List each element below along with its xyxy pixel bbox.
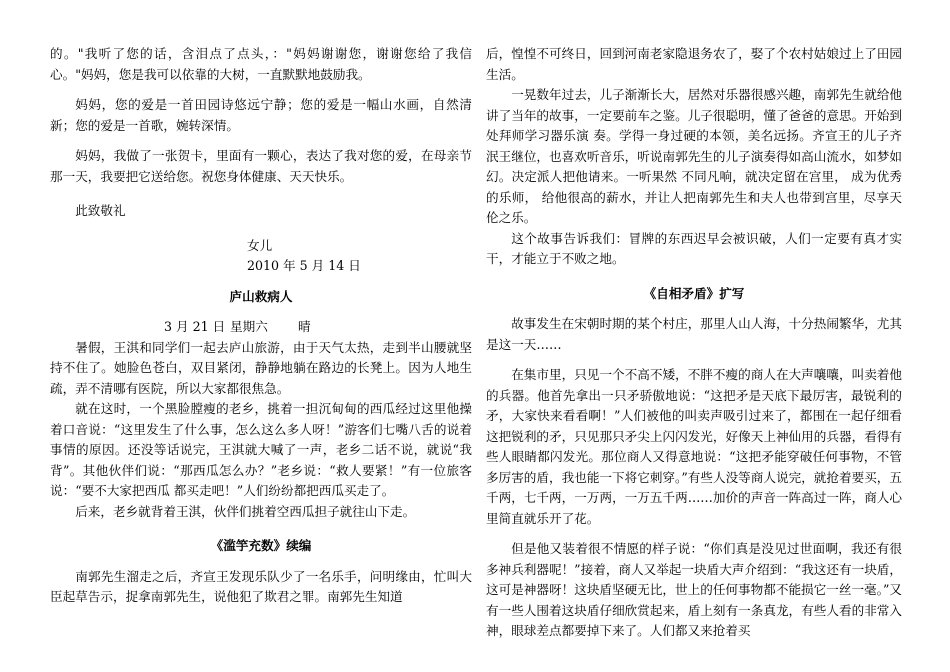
left-column [50,44,472,608]
story-paragraph: 南郭先生溜走之后，齐宣王发现乐队少了一名乐手，问明缘由，忙叫大臣起草告示，捉拿南郭先生，说他犯了欺君之罪。南郭先生知道 [50,568,472,604]
letter-paragraph: 妈妈，我做了一张贺卡，里面有一颗心，表达了我对您的爱，在母亲节那一天，我要把它送给您。祝您身体健康、天天快乐。 [50,148,472,184]
letter-paragraph: 妈妈，您的爱是一首田园诗悠远宁静；您的爱是一幅山水画，自然清新；您的爱是一首歌，婉转深情。 [50,97,472,133]
letter-signature: 女儿 [247,237,273,253]
diary-paragraph: 就在这时，一个黑脸膛瘦的老乡，挑着一担沉甸甸的西瓜经过这里他操着口音说：“这里发生了什么事，怎么这么多人呀！”游客们七嘴八舌的说着事情的原因。还没等话说完，王淇就大喊了一声，老乡二话不说，就说“我背”。其他伙伴们说：“那西瓜怎么办？”老乡说：“救人要紧！”有一位旅客说：“要不大家把西瓜 都买走吧！”人们纷纷都把西瓜买走了。 [50,401,472,498]
expand-paragraph: 但是他又装着很不情愿的样子说：“你们真是没见过世面啊，我还有很多神兵利器呢！”接着，商人又举起一块盾大声介绍到：“我这还有一块盾，这可是神器呀！这块盾坚硬无比，世上的任何事物都不能损它一丝一毫。”又有一些人围着这块盾仔细欣赏起来，盾上刻有一条真龙，有些人看的非常入神，眼球差点都要掉下来了。人们都又来抢着买 [486,541,902,638]
story-title: 《滥竽充数》续编 [210,538,312,553]
diary-date: 3 月 21 日 [164,319,226,334]
diary-title: 庐山救病人 [229,288,293,304]
expand-paragraph: 在集市里，只见一个不高不矮，不胖不瘦的商人在大声嚷嚷，叫卖着他的兵器。他首先拿出一只矛骄傲地说：“这把矛是天底下最厉害，最锐利的矛，大家快来看看啊！”人们被他的叫卖声吸引过来了，都围在一起仔细看这把锐利的矛，只见那只矛尖上闪闪发光，好像天上神仙用的兵器，看得有些人眼睛都闪发光。那位商人又得意地说：“这把矛能穿破任何事物，不管多厉害的盾，我也能一下将它刺穿。”有些人没等商人说完，就抢着要买，五千两，七千两，一万两，一万五千两……加价的声音一阵高过一阵，商人心里简直就乐开了花。 [486,367,902,526]
diary-paragraph: 后来，老乡就背着王淇，伙伴们挑着空西瓜担子就往山下走。 [75,503,416,519]
expand-title: 《自相矛盾》扩写 [643,285,745,301]
diary-dateline [50,317,472,338]
right-column [486,44,902,642]
diary-weather: 晴 [298,319,311,334]
diary-paragraph: 暑假，王淇和同学们一起去庐山旅游，由于天气太热，走到半山腰就坚持不住了。她脸色苍白，双目紧闭，静静地躺在路边的长凳上。因为人地生疏，弄不清哪有医院，所以大家都很焦急。 [50,339,472,396]
diary-weekday: 星期六 [230,319,268,334]
letter-closing: 此致敬礼 [75,203,126,218]
letter-paragraph: 的。"我听了您的话，含泪点了点头，："妈妈谢谢您，谢谢您给了我信心。"妈妈，您是我可以依靠的大树，一直默默地鼓励我。 [50,46,472,82]
story-paragraph: 这个故事告诉我们：冒牌的东西迟早会被识破，人们一定要有真才实干，才能立于不败之地。 [486,230,902,266]
letter-date: 2010 年 5 月 14 日 [247,258,361,273]
story-paragraph: 后，惶惶不可终日，回到河南老家隐退务农了，娶了个农村姑娘过上了田园生活。 [486,46,902,82]
story-paragraph: 一晃数年过去，儿子渐渐长大，居然对乐器很感兴趣，南郭先生就给他讲了当年的故事，一定要前车之鉴。儿子很聪明，懂了爸爸的意思。开始到处拜师学习器乐演 奏。学得一身过硬的本领，美名远扬。齐宣王的儿子齐泯王继位，也喜欢听音乐，听说南郭先生的儿子演奏得如高山流水，如梦如幻。决定派人把他请来。一听果然 不同凡响，就决定留在宫里， 成为优秀的乐师， 给他很高的薪水，并让人把南郭先生和夫人也带到宫里，尽享天伦之乐。 [486,87,902,225]
expand-paragraph: 故事发生在宋朝时期的某个村庄，那里人山人海，十分热闹繁华，尤其是这一天…… [486,316,902,352]
